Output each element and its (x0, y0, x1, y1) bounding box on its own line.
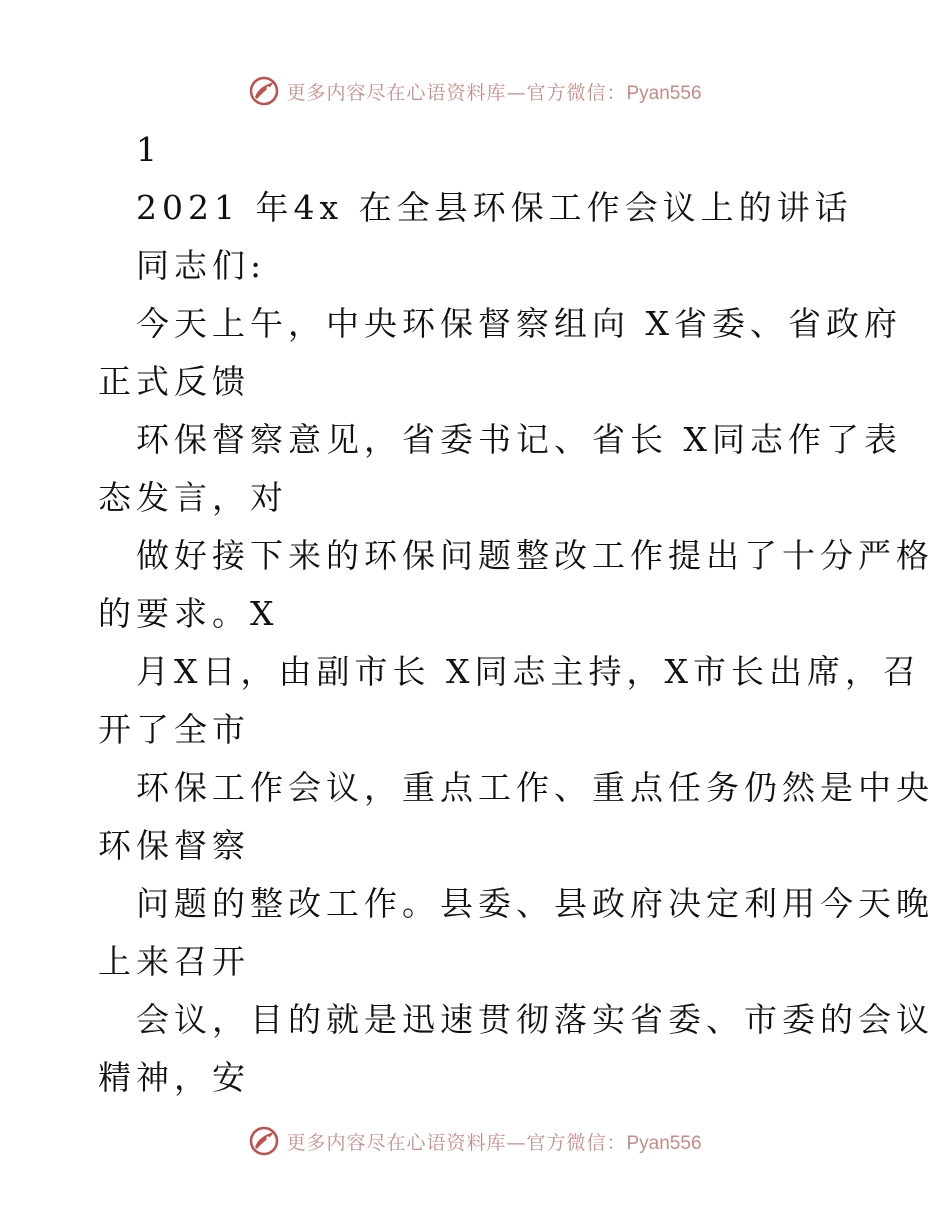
text-line: 问题的整改工作。县委、县政府决定利用今天晚 (136, 884, 934, 923)
document-body (98, 121, 934, 1107)
text-line: 环保督察意见，省委书记、省长 X同志作了表 (136, 420, 902, 459)
text-line: 态发言，对 (98, 478, 288, 517)
text-line: 今天上午，中央环保督察组向 X省委、省政府 (136, 304, 902, 343)
text-line: 同志们: (136, 246, 267, 285)
text-line: 环保督察 (98, 826, 250, 865)
text-line: 1 (136, 130, 162, 169)
footer-watermark (0, 1121, 950, 1161)
text-line: 上来召开 (98, 942, 250, 981)
header-watermark (0, 71, 950, 111)
text-line: 2021 年4x 在全县环保工作会议上的讲话 (136, 188, 853, 227)
text-line: 正式反馈 (98, 362, 250, 401)
text-line: 的要求。X (98, 594, 279, 633)
text-line: 精神，安 (98, 1058, 250, 1097)
text-line: 会议，目的就是迅速贯彻落实省委、市委的会议 (136, 1000, 934, 1039)
watermark-text: 更多内容尽在心语资料库—官方微信：Pyan556 (286, 1131, 702, 1154)
watermark-text: 更多内容尽在心语资料库—官方微信：Pyan556 (286, 81, 702, 104)
text-line: 月X日，由副市长 X同志主持，X市长出席，召 (136, 652, 921, 691)
text-line: 开了全市 (98, 710, 250, 749)
text-line: 环保工作会议，重点工作、重点任务仍然是中央 (136, 768, 934, 807)
pen-logo-icon (248, 75, 280, 107)
text-line: 做好接下来的环保问题整改工作提出了十分严格 (136, 536, 934, 575)
pen-logo-icon (248, 1125, 280, 1157)
